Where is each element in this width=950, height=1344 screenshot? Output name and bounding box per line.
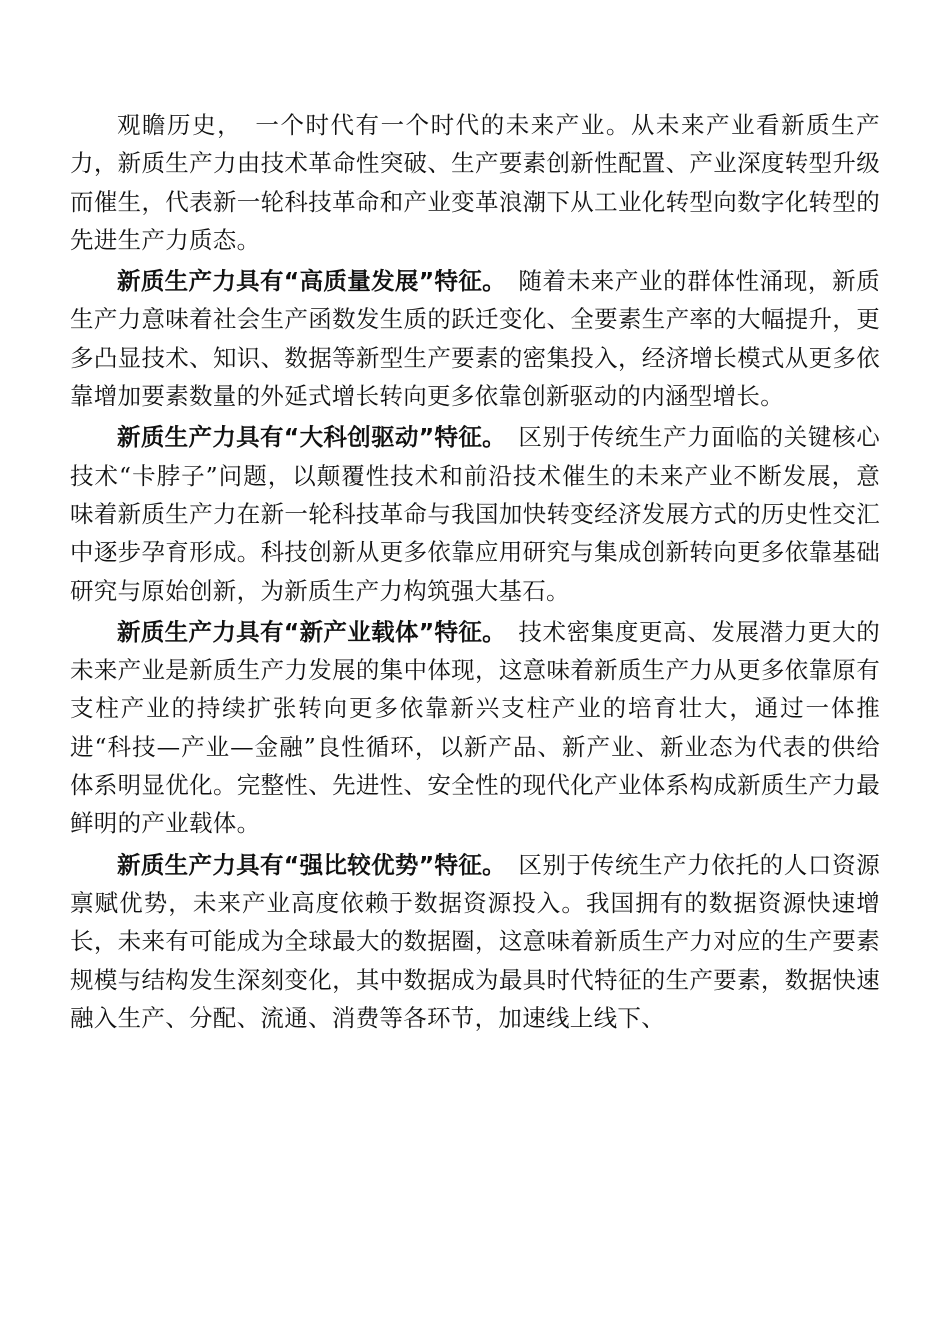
paragraph-intro [70,106,880,259]
paragraph-lead: 新质生产力具有“强比较优势”特征。 [117,850,495,879]
paragraph-high-quality-development [70,262,880,415]
paragraph-comparative-advantage [70,846,880,1037]
paragraph-body: 随着未来产业的群体性涌现，新质生产力意味着社会生产函数发生质的跃迁变化、全要素生产率的大幅提升，更多凸显技术、知识、数据等新型生产要素的密集投入，经济增长模式从更多依靠增加要素数量的外延式增长转向更多依靠创新驱动的内涵型增长。 [70,267,880,411]
paragraph-innovation-driven [70,418,880,609]
paragraph-new-industry-carrier [70,613,880,843]
article-body [70,106,880,1040]
paragraph-lead: 新质生产力具有“高质量发展”特征。 [117,267,495,296]
paragraph-body: 观瞻历史， 一个时代有一个时代的未来产业。从未来产业看新质生产力，新质生产力由技术革命性突破、生产要素创新性配置、产业深度转型升级而催生，代表新一轮科技革命和产业变革浪潮下从工业化转型向数字化转型的先进生产力质态。 [70,111,880,254]
paragraph-body: 区别于传统生产力面临的关键核心技术“卡脖子”问题，以颠覆性技术和前沿技术催生的未来产业不断发展，意味着新质生产力在新一轮科技革命与我国加快转变经济发展方式的历史性交汇中逐步孕育形成。科技创新从更多依靠应用研究与集成创新转向更多依靠基础研究与原始创新，为新质生产力构筑强大基石。 [70,423,880,605]
paragraph-lead: 新质生产力具有“大科创驱动”特征。 [117,423,495,452]
paragraph-lead: 新质生产力具有“新产业载体”特征。 [117,617,495,646]
paragraph-body: 技术密集度更高、发展潜力更大的未来产业是新质生产力发展的集中体现，这意味着新质生产力从更多依靠原有支柱产业的持续扩张转向更多依靠新兴支柱产业的培育壮大，通过一体推进“科技—产业—金融”良性循环，以新产品、新产业、新业态为代表的供给体系明显优化。完整性、先进性、安全性的现代化产业体系构成新质生产力最鲜明的产业载体。 [70,617,880,838]
paragraph-body: 区别于传统生产力依托的人口资源禀赋优势，未来产业高度依赖于数据资源投入。我国拥有的数据资源快速增长，未来有可能成为全球最大的数据圈，这意味着新质生产力对应的生产要素规模与结构发生深刻变化，其中数据成为最具时代特征的生产要素，数据快速融入生产、分配、流通、消费等各环节，加速线上线下、 [70,850,880,1032]
